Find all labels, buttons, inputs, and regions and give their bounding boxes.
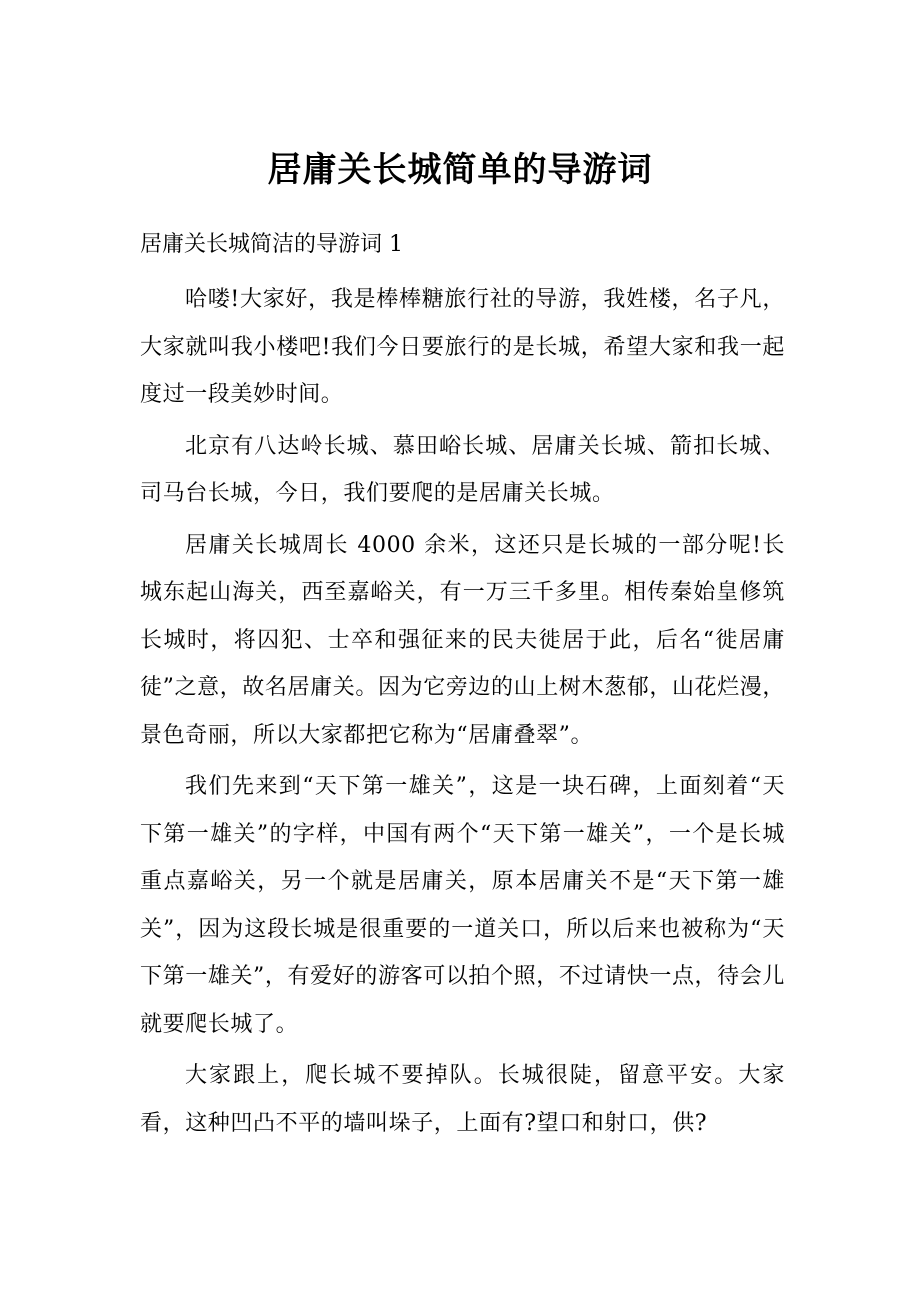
document-body <box>140 276 785 1151</box>
paragraph-juyongguan-history: 居庸关长城周长 4000 余米，这还只是长城的一部分呢!长城东起山海关，西至嘉峪关，有一万三千多里。相传秦始皇修筑长城时，将囚犯、士卒和强征来的民夫徙居于此，后名“徙居庸徒”之意，故名居庸关。因为它旁边的山上树木葱郁，山花烂漫，景色奇丽，所以大家都把它称为“居庸叠翠”。 <box>140 532 785 748</box>
paragraph-climbing: 大家跟上，爬长城不要掉队。长城很陡，留意平安。大家看，这种凹凸不平的墙叫垛子，上面有?望口和射口，供? <box>140 1063 785 1136</box>
paragraph-greeting: 哈喽!大家好，我是棒棒糖旅行社的导游，我姓楼，名子凡，大家就叫我小楼吧!我们今日要旅行的是长城，希望大家和我一起度过一段美妙时间。 <box>140 287 785 407</box>
section-subheading: 居庸关长城简洁的导游词 1 <box>140 232 403 257</box>
document-title: 居庸关长城简单的导游词 <box>267 150 653 190</box>
paragraph-great-wall-list: 北京有八达岭长城、慕田峪长城、居庸关长城、箭扣长城、司马台长城，今日，我们要爬的是居庸关长城。 <box>140 433 785 506</box>
paragraph-first-pass: 我们先来到“天下第一雄关”，这是一块石碑，上面刻着“天下第一雄关”的字样，中国有两个“天下第一雄关”，一个是长城重点嘉峪关，另一个就是居庸关，原本居庸关不是“天下第一雄关”，因为这段长城是很重要的一道关口，所以后来也被称为“天下第一雄关”，有爱好的游客可以拍个照，不过请快一点，待会儿就要爬长城了。 <box>140 774 785 1037</box>
